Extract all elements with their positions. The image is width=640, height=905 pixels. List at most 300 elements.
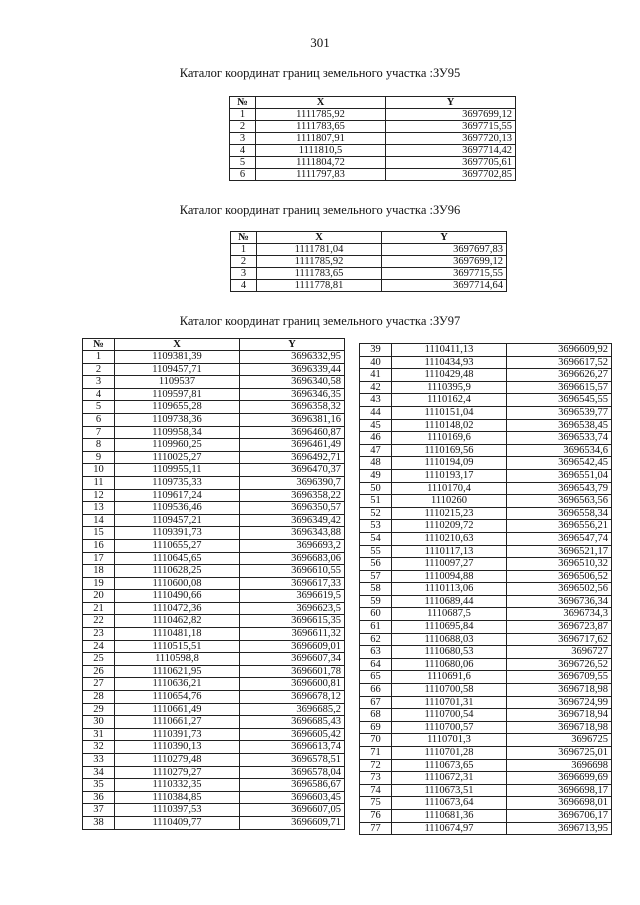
coord-x: 1110170,4 bbox=[392, 482, 507, 495]
point-number: 16 bbox=[83, 539, 115, 552]
coord-x: 1109955,11 bbox=[115, 464, 240, 477]
point-number: 37 bbox=[83, 804, 115, 817]
point-number: 36 bbox=[83, 791, 115, 804]
table-row bbox=[83, 401, 345, 414]
coord-x: 1110515,51 bbox=[115, 640, 240, 653]
point-number: 46 bbox=[360, 432, 392, 445]
point-number: 29 bbox=[83, 703, 115, 716]
point-number: 58 bbox=[360, 583, 392, 596]
table-row bbox=[231, 256, 507, 268]
coord-y: 3696619,5 bbox=[240, 590, 345, 603]
coord-x: 1110434,93 bbox=[392, 356, 507, 369]
point-number: 47 bbox=[360, 444, 392, 457]
coord-y: 3696626,27 bbox=[507, 369, 612, 382]
table-row bbox=[360, 658, 612, 671]
coord-y: 3696358,32 bbox=[240, 401, 345, 414]
coord-x: 1110260 bbox=[392, 495, 507, 508]
coord-y: 3696717,62 bbox=[507, 633, 612, 646]
coord-x: 1110700,58 bbox=[392, 684, 507, 697]
header-x: X bbox=[256, 97, 386, 109]
table-row bbox=[83, 766, 345, 779]
point-number: 3 bbox=[83, 376, 115, 389]
coord-y: 3696726,52 bbox=[507, 658, 612, 671]
coord-x: 1110162,4 bbox=[392, 394, 507, 407]
table-row bbox=[230, 121, 516, 133]
coord-y: 3696346,35 bbox=[240, 388, 345, 401]
coord-y: 3696510,32 bbox=[507, 558, 612, 571]
point-number: 66 bbox=[360, 684, 392, 697]
table-row bbox=[360, 532, 612, 545]
table-row bbox=[83, 628, 345, 641]
table-row bbox=[83, 678, 345, 691]
table-row bbox=[360, 772, 612, 785]
table-row bbox=[83, 439, 345, 452]
coord-x: 1110680,06 bbox=[392, 658, 507, 671]
table-row bbox=[360, 684, 612, 697]
point-number: 21 bbox=[83, 602, 115, 615]
point-number: 44 bbox=[360, 406, 392, 419]
coord-x: 1109958,34 bbox=[115, 426, 240, 439]
point-number: 2 bbox=[230, 121, 256, 133]
point-number: 18 bbox=[83, 565, 115, 578]
coord-y: 3696547,74 bbox=[507, 532, 612, 545]
coord-y: 3696586,67 bbox=[240, 779, 345, 792]
table-row bbox=[83, 779, 345, 792]
coord-x: 1111781,04 bbox=[257, 244, 382, 256]
coord-y: 3696709,55 bbox=[507, 671, 612, 684]
coord-x: 1110397,53 bbox=[115, 804, 240, 817]
point-number: 75 bbox=[360, 797, 392, 810]
coord-x: 1109536,46 bbox=[115, 502, 240, 515]
coord-x: 1110600,08 bbox=[115, 577, 240, 590]
coord-x: 1111783,65 bbox=[256, 121, 386, 133]
coord-x: 1111804,72 bbox=[256, 157, 386, 169]
coord-x: 1109391,73 bbox=[115, 527, 240, 540]
coord-x: 1110025,27 bbox=[115, 451, 240, 464]
coord-y: 3696545,55 bbox=[507, 394, 612, 407]
table-row bbox=[360, 633, 612, 646]
table-row bbox=[83, 741, 345, 754]
table-row bbox=[230, 133, 516, 145]
point-number: 12 bbox=[83, 489, 115, 502]
coord-x: 1110391,73 bbox=[115, 728, 240, 741]
table-row bbox=[360, 734, 612, 747]
coord-x: 1110384,85 bbox=[115, 791, 240, 804]
table-row bbox=[360, 406, 612, 419]
point-number: 73 bbox=[360, 772, 392, 785]
point-number: 42 bbox=[360, 381, 392, 394]
header-y: Y bbox=[386, 97, 516, 109]
coord-y: 3696683,06 bbox=[240, 552, 345, 565]
table-row bbox=[360, 583, 612, 596]
point-number: 7 bbox=[83, 426, 115, 439]
table-row bbox=[83, 804, 345, 817]
coord-x: 1111778,81 bbox=[257, 280, 382, 292]
table-row bbox=[83, 590, 345, 603]
coord-y: 3696713,95 bbox=[507, 822, 612, 835]
coord-x: 1110691,6 bbox=[392, 671, 507, 684]
caption-zu97: Каталог координат границ земельного участка :ЗУ97 bbox=[179, 314, 461, 328]
table-row bbox=[360, 457, 612, 470]
coord-x: 1110655,27 bbox=[115, 539, 240, 552]
table-row bbox=[360, 381, 612, 394]
point-number: 28 bbox=[83, 691, 115, 704]
point-number: 32 bbox=[83, 741, 115, 754]
point-number: 3 bbox=[230, 133, 256, 145]
point-number: 24 bbox=[83, 640, 115, 653]
point-number: 5 bbox=[83, 401, 115, 414]
coord-y: 3696693,2 bbox=[240, 539, 345, 552]
table-row bbox=[360, 797, 612, 810]
coord-y: 3696609,71 bbox=[240, 816, 345, 829]
coord-y: 3696521,17 bbox=[507, 545, 612, 558]
table-row bbox=[83, 728, 345, 741]
point-number: 67 bbox=[360, 696, 392, 709]
table-row bbox=[83, 602, 345, 615]
table-row bbox=[360, 495, 612, 508]
header-y: Y bbox=[240, 339, 345, 351]
table-row bbox=[83, 640, 345, 653]
point-number: 26 bbox=[83, 665, 115, 678]
coord-x: 1110645,65 bbox=[115, 552, 240, 565]
coord-x: 1110215,23 bbox=[392, 507, 507, 520]
point-number: 54 bbox=[360, 532, 392, 545]
coord-x: 1110411,13 bbox=[392, 344, 507, 357]
coord-x: 1110672,31 bbox=[392, 772, 507, 785]
coord-x: 1110279,48 bbox=[115, 754, 240, 767]
table-row bbox=[83, 413, 345, 426]
coord-x: 1110169,56 bbox=[392, 444, 507, 457]
point-number: 43 bbox=[360, 394, 392, 407]
coord-y: 3696611,32 bbox=[240, 628, 345, 641]
coord-y: 3696724,99 bbox=[507, 696, 612, 709]
point-number: 55 bbox=[360, 545, 392, 558]
coord-y: 3696551,04 bbox=[507, 469, 612, 482]
coord-y: 3696390,7 bbox=[240, 476, 345, 489]
coord-x: 1110169,6 bbox=[392, 432, 507, 445]
point-number: 1 bbox=[83, 351, 115, 364]
coord-y: 3696607,34 bbox=[240, 653, 345, 666]
table-row bbox=[83, 539, 345, 552]
coord-x: 1110210,63 bbox=[392, 532, 507, 545]
coord-y: 3696492,71 bbox=[240, 451, 345, 464]
coord-x: 1110661,49 bbox=[115, 703, 240, 716]
coord-x: 1109738,36 bbox=[115, 413, 240, 426]
coord-x: 1110429,48 bbox=[392, 369, 507, 382]
coord-y: 3696533,74 bbox=[507, 432, 612, 445]
coord-y: 3696543,79 bbox=[507, 482, 612, 495]
coord-y: 3696725 bbox=[507, 734, 612, 747]
point-number: 3 bbox=[231, 268, 257, 280]
coord-y: 3697705,61 bbox=[386, 157, 516, 169]
point-number: 74 bbox=[360, 784, 392, 797]
coord-x: 1110598,8 bbox=[115, 653, 240, 666]
coord-x: 1110332,35 bbox=[115, 779, 240, 792]
coord-x: 1110481,18 bbox=[115, 628, 240, 641]
point-number: 40 bbox=[360, 356, 392, 369]
coord-y: 3696538,45 bbox=[507, 419, 612, 432]
point-number: 4 bbox=[83, 388, 115, 401]
header-num: № bbox=[83, 339, 115, 351]
table-row bbox=[360, 621, 612, 634]
table-row bbox=[83, 552, 345, 565]
coord-y: 3697714,42 bbox=[386, 145, 516, 157]
coord-y: 3696613,74 bbox=[240, 741, 345, 754]
coord-y: 3696623,5 bbox=[240, 602, 345, 615]
coord-y: 3697697,83 bbox=[382, 244, 507, 256]
point-number: 77 bbox=[360, 822, 392, 835]
coord-y: 3696542,45 bbox=[507, 457, 612, 470]
coord-y: 3696698 bbox=[507, 759, 612, 772]
coord-x: 1110687,5 bbox=[392, 608, 507, 621]
point-number: 62 bbox=[360, 633, 392, 646]
coord-x: 1110395,9 bbox=[392, 381, 507, 394]
point-number: 2 bbox=[231, 256, 257, 268]
table-row bbox=[360, 784, 612, 797]
coord-y: 3696461,49 bbox=[240, 439, 345, 452]
point-number: 27 bbox=[83, 678, 115, 691]
table-row bbox=[360, 482, 612, 495]
point-number: 6 bbox=[230, 169, 256, 181]
table-row bbox=[231, 268, 507, 280]
coord-y: 3697714,64 bbox=[382, 280, 507, 292]
coord-y: 3696723,87 bbox=[507, 621, 612, 634]
point-number: 5 bbox=[230, 157, 256, 169]
point-number: 4 bbox=[230, 145, 256, 157]
coord-x: 1110409,77 bbox=[115, 816, 240, 829]
coords-table-zu95 bbox=[229, 96, 516, 181]
point-number: 65 bbox=[360, 671, 392, 684]
caption-zu95: Каталог координат границ земельного участка :ЗУ95 bbox=[179, 66, 461, 80]
point-number: 14 bbox=[83, 514, 115, 527]
header-num: № bbox=[230, 97, 256, 109]
point-number: 23 bbox=[83, 628, 115, 641]
coord-x: 1110673,64 bbox=[392, 797, 507, 810]
point-number: 17 bbox=[83, 552, 115, 565]
point-number: 70 bbox=[360, 734, 392, 747]
coord-y: 3696718,94 bbox=[507, 709, 612, 722]
coord-y: 3696685,2 bbox=[240, 703, 345, 716]
point-number: 22 bbox=[83, 615, 115, 628]
point-number: 20 bbox=[83, 590, 115, 603]
point-number: 25 bbox=[83, 653, 115, 666]
coord-x: 1110673,51 bbox=[392, 784, 507, 797]
point-number: 39 bbox=[360, 344, 392, 357]
header-x: X bbox=[115, 339, 240, 351]
coord-x: 1110689,44 bbox=[392, 595, 507, 608]
coord-y: 3696615,35 bbox=[240, 615, 345, 628]
coords-table-zu96 bbox=[230, 231, 507, 292]
point-number: 49 bbox=[360, 469, 392, 482]
coords-table-zu97-right bbox=[359, 343, 612, 835]
point-number: 69 bbox=[360, 721, 392, 734]
coord-y: 3696603,45 bbox=[240, 791, 345, 804]
coord-x: 1110700,54 bbox=[392, 709, 507, 722]
table-row bbox=[360, 608, 612, 621]
table-row bbox=[83, 527, 345, 540]
point-number: 11 bbox=[83, 476, 115, 489]
table-row bbox=[360, 595, 612, 608]
coord-y: 3696506,52 bbox=[507, 570, 612, 583]
coord-y: 3696502,56 bbox=[507, 583, 612, 596]
coord-x: 1109537 bbox=[115, 376, 240, 389]
coord-y: 3696605,42 bbox=[240, 728, 345, 741]
coord-y: 3696607,05 bbox=[240, 804, 345, 817]
coord-y: 3696340,58 bbox=[240, 376, 345, 389]
coord-x: 1110695,84 bbox=[392, 621, 507, 634]
coord-y: 3696734,3 bbox=[507, 608, 612, 621]
point-number: 19 bbox=[83, 577, 115, 590]
point-number: 9 bbox=[83, 451, 115, 464]
point-number: 8 bbox=[83, 439, 115, 452]
table-row bbox=[360, 444, 612, 457]
table-row bbox=[360, 558, 612, 571]
coord-x: 1110681,36 bbox=[392, 809, 507, 822]
table-row bbox=[83, 376, 345, 389]
coord-x: 1110701,28 bbox=[392, 747, 507, 760]
table-row bbox=[360, 671, 612, 684]
table-row bbox=[360, 759, 612, 772]
point-number: 30 bbox=[83, 716, 115, 729]
coord-x: 1110462,82 bbox=[115, 615, 240, 628]
table-row bbox=[83, 665, 345, 678]
coord-x: 1110688,03 bbox=[392, 633, 507, 646]
coord-y: 3696698,17 bbox=[507, 784, 612, 797]
coord-y: 3696718,98 bbox=[507, 721, 612, 734]
coord-x: 1110472,36 bbox=[115, 602, 240, 615]
coord-y: 3696350,57 bbox=[240, 502, 345, 515]
table-row bbox=[83, 791, 345, 804]
coord-x: 1110097,27 bbox=[392, 558, 507, 571]
table-row bbox=[83, 363, 345, 376]
point-number: 50 bbox=[360, 482, 392, 495]
coord-y: 3696460,87 bbox=[240, 426, 345, 439]
coord-x: 1110654,76 bbox=[115, 691, 240, 704]
point-number: 52 bbox=[360, 507, 392, 520]
coord-y: 3696534,6 bbox=[507, 444, 612, 457]
coord-y: 3696609,92 bbox=[507, 344, 612, 357]
coord-y: 3696600,81 bbox=[240, 678, 345, 691]
coord-x: 1110113,06 bbox=[392, 583, 507, 596]
coord-y: 3697715,55 bbox=[382, 268, 507, 280]
coord-x: 1110279,27 bbox=[115, 766, 240, 779]
table-row bbox=[83, 703, 345, 716]
point-number: 15 bbox=[83, 527, 115, 540]
coord-y: 3697702,85 bbox=[386, 169, 516, 181]
table-row bbox=[83, 464, 345, 477]
coord-y: 3696343,88 bbox=[240, 527, 345, 540]
point-number: 6 bbox=[83, 413, 115, 426]
coord-x: 1109457,21 bbox=[115, 514, 240, 527]
coord-x: 1111797,83 bbox=[256, 169, 386, 181]
coord-x: 1110700,57 bbox=[392, 721, 507, 734]
coord-y: 3697720,13 bbox=[386, 133, 516, 145]
header-num: № bbox=[231, 232, 257, 244]
table-row bbox=[231, 280, 507, 292]
coord-x: 1110094,88 bbox=[392, 570, 507, 583]
table-row bbox=[360, 369, 612, 382]
coord-y: 3696558,34 bbox=[507, 507, 612, 520]
coords-table-zu97-left bbox=[82, 338, 345, 830]
point-number: 41 bbox=[360, 369, 392, 382]
coord-x: 1110680,53 bbox=[392, 646, 507, 659]
point-number: 13 bbox=[83, 502, 115, 515]
coord-y: 3696699,69 bbox=[507, 772, 612, 785]
coord-y: 3696609,01 bbox=[240, 640, 345, 653]
coord-x: 1110194,09 bbox=[392, 457, 507, 470]
coord-x: 1109617,24 bbox=[115, 489, 240, 502]
coord-y: 3696736,34 bbox=[507, 595, 612, 608]
header-y: Y bbox=[382, 232, 507, 244]
point-number: 10 bbox=[83, 464, 115, 477]
coord-x: 1109597,81 bbox=[115, 388, 240, 401]
point-number: 51 bbox=[360, 495, 392, 508]
table-row bbox=[83, 514, 345, 527]
coord-x: 1110674,97 bbox=[392, 822, 507, 835]
coord-y: 3696381,16 bbox=[240, 413, 345, 426]
coord-x: 1110193,17 bbox=[392, 469, 507, 482]
coord-y: 3696601,78 bbox=[240, 665, 345, 678]
coord-x: 1110636,21 bbox=[115, 678, 240, 691]
point-number: 35 bbox=[83, 779, 115, 792]
coord-x: 1110117,13 bbox=[392, 545, 507, 558]
point-number: 63 bbox=[360, 646, 392, 659]
point-number: 56 bbox=[360, 558, 392, 571]
table-row bbox=[83, 615, 345, 628]
table-row bbox=[360, 809, 612, 822]
table-row bbox=[83, 451, 345, 464]
point-number: 76 bbox=[360, 809, 392, 822]
coord-x: 1109457,71 bbox=[115, 363, 240, 376]
caption-zu96: Каталог координат границ земельного участка :ЗУ96 bbox=[179, 203, 461, 217]
table-row bbox=[230, 157, 516, 169]
coord-x: 1110151,04 bbox=[392, 406, 507, 419]
table-row bbox=[360, 646, 612, 659]
coord-y: 3696615,57 bbox=[507, 381, 612, 394]
table-row bbox=[83, 476, 345, 489]
point-number: 72 bbox=[360, 759, 392, 772]
header-x: X bbox=[257, 232, 382, 244]
point-number: 71 bbox=[360, 747, 392, 760]
coord-x: 1111783,65 bbox=[257, 268, 382, 280]
table-row bbox=[83, 653, 345, 666]
table-row bbox=[360, 709, 612, 722]
table-row bbox=[230, 109, 516, 121]
coord-y: 3696685,43 bbox=[240, 716, 345, 729]
table-row bbox=[360, 545, 612, 558]
table-row bbox=[231, 244, 507, 256]
table-header-row bbox=[231, 232, 507, 244]
coord-x: 1110621,95 bbox=[115, 665, 240, 678]
coord-y: 3696678,12 bbox=[240, 691, 345, 704]
point-number: 61 bbox=[360, 621, 392, 634]
point-number: 57 bbox=[360, 570, 392, 583]
table-row bbox=[83, 816, 345, 829]
coord-x: 1111785,92 bbox=[257, 256, 382, 268]
point-number: 33 bbox=[83, 754, 115, 767]
table-row bbox=[360, 721, 612, 734]
coord-x: 1110673,65 bbox=[392, 759, 507, 772]
coord-x: 1110490,66 bbox=[115, 590, 240, 603]
coord-y: 3696610,55 bbox=[240, 565, 345, 578]
point-number: 59 bbox=[360, 595, 392, 608]
coord-y: 3696556,21 bbox=[507, 520, 612, 533]
coord-y: 3696332,95 bbox=[240, 351, 345, 364]
coord-y: 3697715,55 bbox=[386, 121, 516, 133]
point-number: 64 bbox=[360, 658, 392, 671]
table-row bbox=[83, 754, 345, 767]
table-row bbox=[360, 696, 612, 709]
